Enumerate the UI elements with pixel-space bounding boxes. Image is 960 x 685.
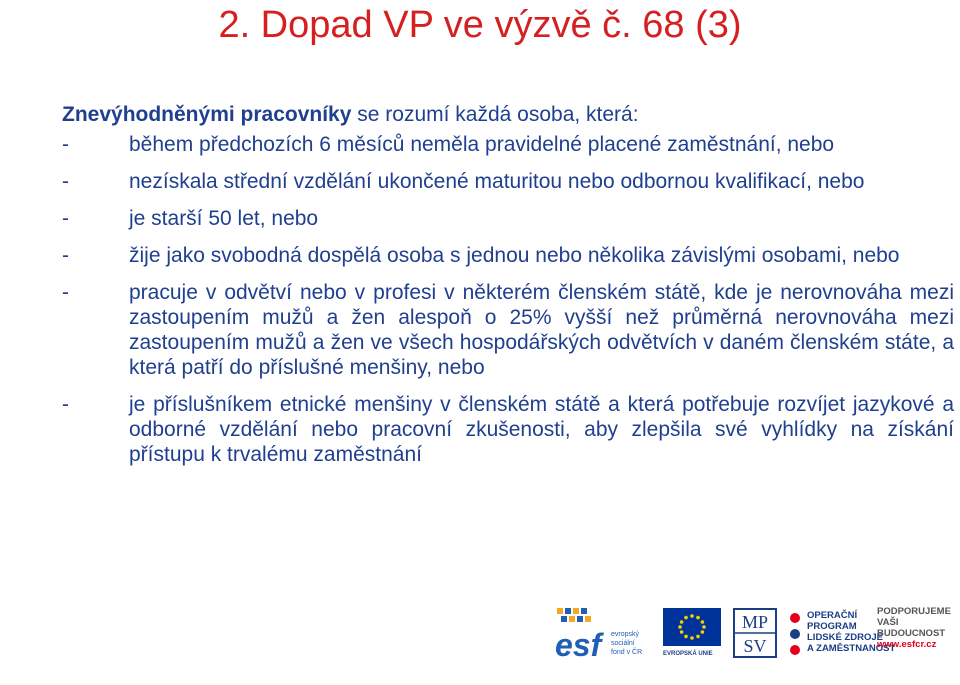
- esf-logo-icon: [555, 606, 655, 662]
- list-dash: -: [62, 170, 69, 193]
- footer-logos: [555, 602, 955, 672]
- intro-paragraph: [62, 102, 954, 127]
- list-item: [62, 132, 954, 157]
- oplzz-mark-icon: [787, 610, 803, 658]
- list-item: [62, 280, 954, 380]
- list-item-text: pracuje v odvětví nebo v profesi v některém členském státě, kde je nerovnováha mezi zastoupením mužů a žen alespoň o 25% vyšší než průměrná nerovnováha mezi zastoupením mužů a žen ve všech hospodářských odvětvích v daném členském státe, a která patří do příslušné menšiny, nebo: [129, 281, 954, 379]
- slide-content: [62, 102, 954, 479]
- list-item-text: žije jako svobodná dospělá osoba s jednou nebo několika závislými osobami, nebo: [129, 244, 900, 267]
- list-item: [62, 169, 954, 194]
- mpsv-bottom: SV: [743, 636, 767, 656]
- support-text-block: [877, 606, 957, 662]
- list-item: [62, 392, 954, 467]
- list-item: [62, 206, 954, 231]
- list-item: [62, 243, 954, 268]
- intro-bold-term: Znevýhodněnými pracovníky: [62, 103, 352, 126]
- mpsv-top: MP: [741, 612, 769, 632]
- eu-caption: EVROPSKÁ UNIE: [663, 651, 713, 657]
- list-item-text: je starší 50 let, nebo: [129, 207, 319, 230]
- mpsv-logo-icon: [733, 608, 777, 658]
- list-dash: -: [62, 244, 69, 267]
- eu-flag-icon: [663, 608, 721, 658]
- list-dash: -: [62, 393, 69, 416]
- oplzz-line-1: OPERAČNÍ PROGRAM: [807, 610, 858, 632]
- oplzz-line-3: A ZAMĚSTNANOST: [807, 643, 896, 654]
- esf-caption-2: sociální: [611, 640, 635, 647]
- list-item-text: nezískala střední vzdělání ukončené maturitou nebo odbornou kvalifikací, nebo: [129, 170, 865, 193]
- list-dash: -: [62, 207, 69, 230]
- list-item-text: během předchozích 6 měsíců neměla pravidelné placené zaměstnání, nebo: [129, 133, 835, 156]
- oplzz-line-2: LIDSKÉ ZDROJE: [807, 632, 884, 643]
- slide-title: 2. Dopad VP ve výzvě č. 68 (3): [218, 4, 742, 46]
- support-line-2: VAŠI BUDOUCNOST: [877, 617, 946, 639]
- esf-caption-1: evropský: [611, 631, 640, 638]
- support-line-3: www.esfcr.cz: [877, 639, 937, 650]
- list-item-text: je příslušníkem etnické menšiny v členském státě a která potřebuje rozvíjet jazykové a odborné vzdělání nebo pracovní zkušenosti, aby zlepšila své vyhlídky na získání přístupu k trvalému zaměstnání: [129, 393, 954, 466]
- esf-mark: esf: [555, 627, 602, 662]
- intro-rest: se rozumí každá osoba, která:: [351, 103, 639, 126]
- support-line-1: PODPORUJEME: [877, 606, 951, 617]
- esf-caption-3: fond v ČR: [611, 649, 643, 656]
- list-dash: -: [62, 133, 69, 156]
- list-dash: -: [62, 281, 69, 304]
